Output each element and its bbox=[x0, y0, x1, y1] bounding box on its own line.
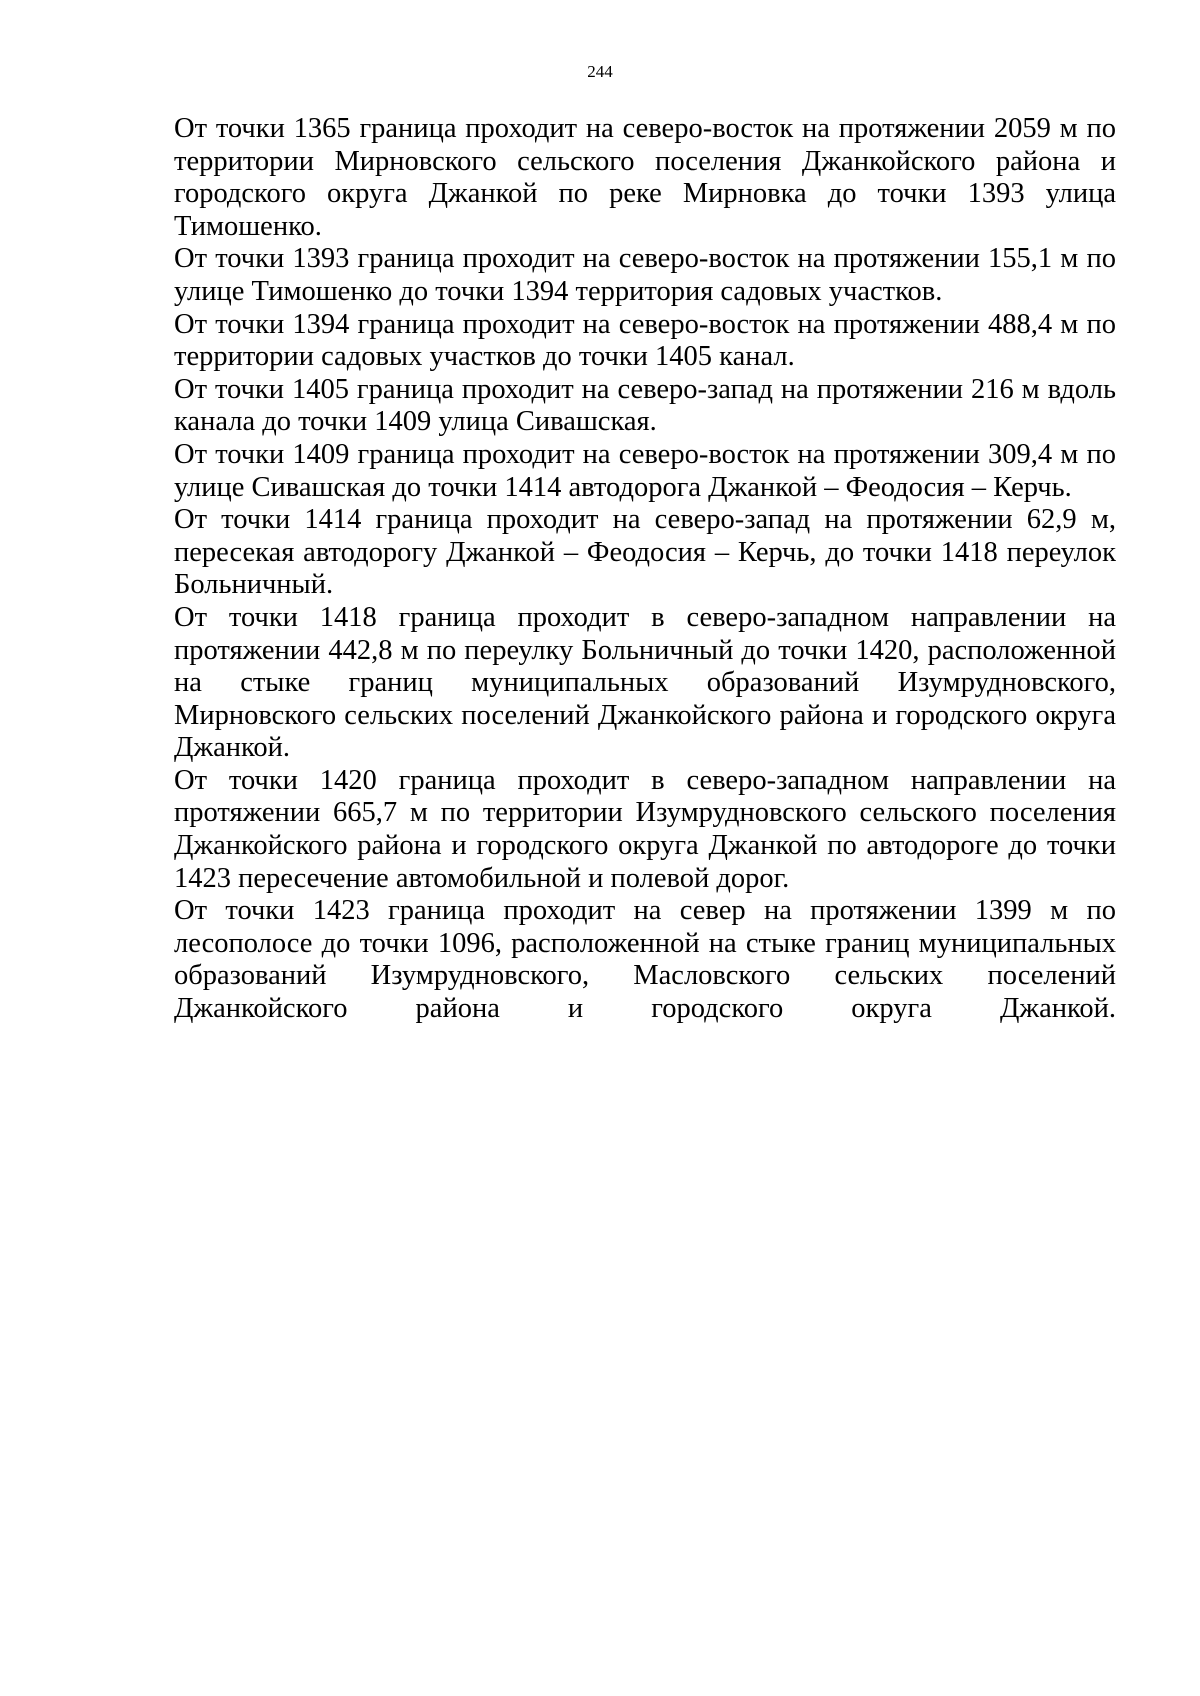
paragraph: От точки 1405 граница проходит на северо-запад на протяжении 216 м вдоль канала до точки 1409 улица Сивашская. bbox=[174, 373, 1116, 438]
paragraph: От точки 1418 граница проходит в северо-западном направлении на протяжении 442,8 м по переулку Больничный до точки 1420, расположенной на стыке границ муниципальных образований Изумрудновского, Мирновского сельских поселений Джанкойского района и городского округа Джанкой. bbox=[174, 601, 1116, 764]
document-body bbox=[174, 113, 1116, 1026]
paragraph: От точки 1414 граница проходит на северо-запад на протяжении 62,9 м, пересекая автодорогу Джанкой – Феодосия – Керчь, до точки 1418 переулок Больничный. bbox=[174, 504, 1116, 601]
page-number: 244 bbox=[587, 62, 613, 81]
paragraph: От точки 1420 граница проходит в северо-западном направлении на протяжении 665,7 м по территории Изумрудновского сельского поселения Джанкойского района и городского округа Джанкой по автодороге до точки 1423 пересечение автомобильной и полевой дорог. bbox=[174, 764, 1116, 894]
paragraph: От точки 1423 граница проходит на север на протяжении 1399 м по лесополосе до точки 1096, расположенной на стыке границ муниципальных образований Изумрудновского, Масловского сельских поселений Джанкойского района и городского округа Джанкой. bbox=[174, 895, 1116, 1025]
paragraph: От точки 1365 граница проходит на северо-восток на протяжении 2059 м по территории Мирновского сельского поселения Джанкойского района и городского округа Джанкой по реке Мирновка до точки 1393 улица Тимошенко. bbox=[174, 113, 1116, 242]
paragraph: От точки 1394 граница проходит на северо-восток на протяжении 488,4 м по территории садовых участков до точки 1405 канал. bbox=[174, 308, 1116, 373]
paragraph: От точки 1393 граница проходит на северо-восток на протяжении 155,1 м по улице Тимошенко до точки 1394 территория садовых участков. bbox=[174, 243, 1116, 307]
paragraph: От точки 1409 граница проходит на северо-восток на протяжении 309,4 м по улице Сивашская до точки 1414 автодорога Джанкой – Феодосия – Керчь. bbox=[174, 438, 1116, 503]
